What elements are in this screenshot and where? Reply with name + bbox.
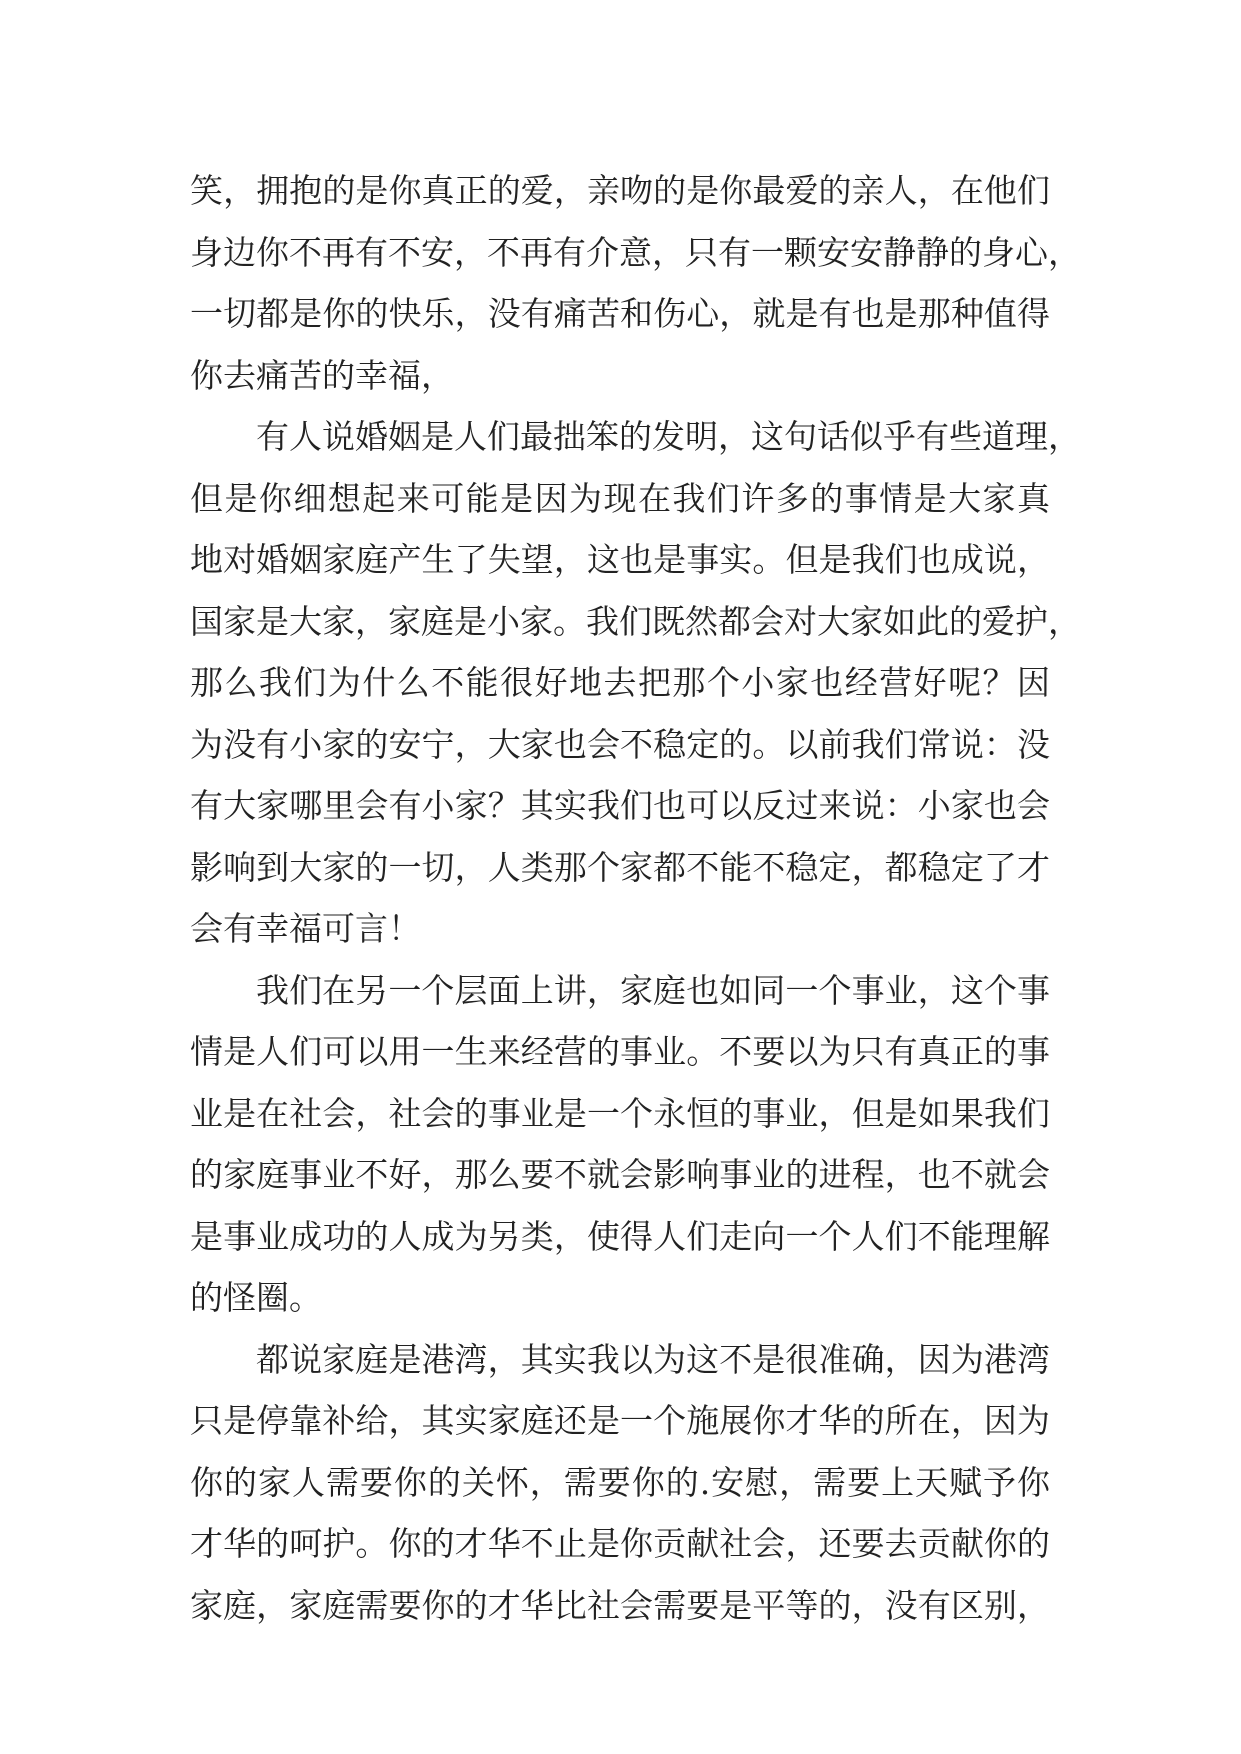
text-line: 只是停靠补给，其实家庭还是一个施展你才华的所在，因为 xyxy=(190,1401,1050,1440)
text-line: 才华的呵护。你的才华不止是你贡献社会，还要去贡献你的 xyxy=(190,1524,1050,1563)
paragraph-3 xyxy=(190,960,1050,1329)
text-line: 影响到大家的一切，人类那个家都不能不稳定，都稳定了才 xyxy=(190,847,1050,887)
text-line: 身边你不再有不安，不再有介意，只有一颗安安静静的身心， xyxy=(190,232,1081,272)
text-line: 家庭，家庭需要你的才华比社会需要是平等的，没有区别， xyxy=(190,1585,1050,1625)
text-line: 我们在另一个层面上讲，家庭也如同一个事业，这个事 xyxy=(256,970,1050,1010)
text-line: 是事业成功的人成为另类，使得人们走向一个人们不能理解 xyxy=(190,1216,1050,1256)
paragraph-4 xyxy=(190,1329,1050,1637)
text-line: 情是人们可以用一生来经营的事业。不要以为只有真正的事 xyxy=(190,1032,1050,1071)
text-line: 有人说婚姻是人们最拙笨的发明，这句话似乎有些道理， xyxy=(256,417,1081,456)
text-line: 会有幸福可言！ xyxy=(190,909,421,948)
text-line: 有大家哪里会有小家？其实我们也可以反过来说：小家也会 xyxy=(190,786,1050,825)
text-line: 你的家人需要你的关怀，需要你的.安慰，需要上天赋予你 xyxy=(190,1462,1050,1502)
text-line: 笑，拥抱的是你真正的爱，亲吻的是你最爱的亲人，在他们 xyxy=(190,171,1050,210)
text-line: 的怪圈。 xyxy=(190,1278,322,1317)
document-body xyxy=(190,160,1081,1636)
text-line: 一切都是你的快乐，没有痛苦和伤心，就是有也是那种值得 xyxy=(190,294,1050,333)
text-line: 地对婚姻家庭产生了失望，这也是事实。但是我们也成说， xyxy=(190,540,1050,579)
text-line: 但是你细想起来可能是因为现在我们许多的事情是大家真 xyxy=(190,478,1050,518)
text-line: 为没有小家的安宁，大家也会不稳定的。以前我们常说：没 xyxy=(190,724,1050,764)
text-line: 国家是大家，家庭是小家。我们既然都会对大家如此的爱护， xyxy=(190,601,1081,641)
paragraph-2 xyxy=(190,406,1081,960)
text-line: 的家庭事业不好，那么要不就会影响事业的进程，也不就会 xyxy=(190,1155,1050,1194)
text-line: 都说家庭是港湾，其实我以为这不是很准确，因为港湾 xyxy=(256,1339,1050,1379)
text-line: 你去痛苦的幸福， xyxy=(190,355,454,395)
paragraph-1 xyxy=(190,160,1081,406)
text-line: 那么我们为什么不能很好地去把那个小家也经营好呢？因 xyxy=(190,663,1050,702)
text-line: 业是在社会，社会的事业是一个永恒的事业，但是如果我们 xyxy=(190,1093,1050,1133)
